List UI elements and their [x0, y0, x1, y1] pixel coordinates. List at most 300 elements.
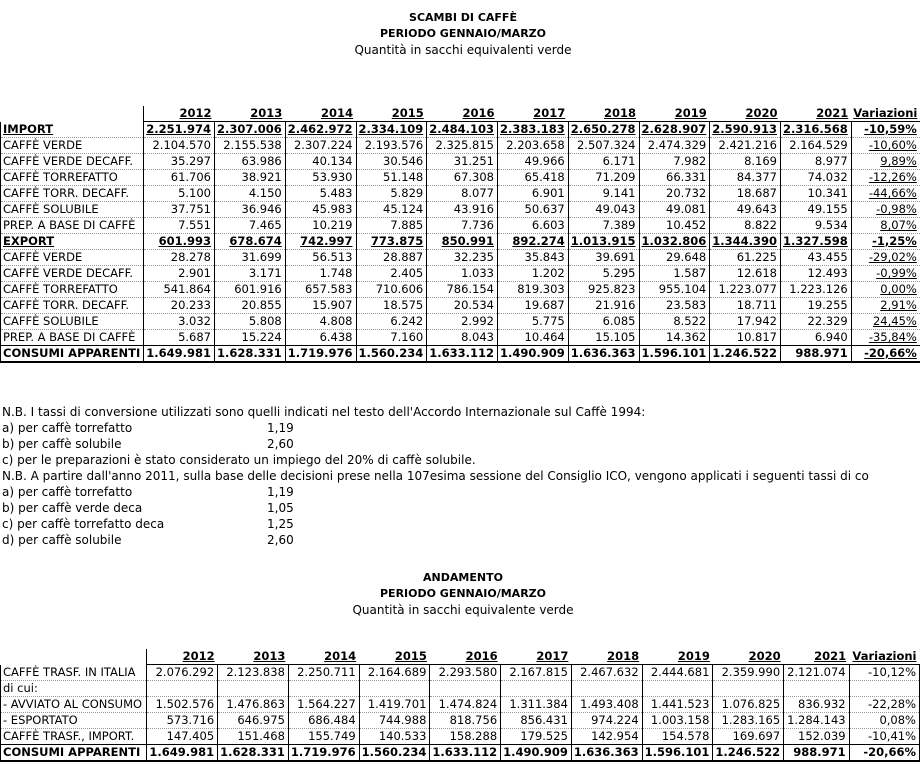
value-cell: 1.633.112 [430, 745, 501, 762]
note-rate: 2,60 [267, 533, 294, 547]
section1-title: SCAMBI DI CAFFÈ [409, 11, 517, 24]
note-line [2, 436, 869, 452]
value-cell: 2.590.913 [710, 122, 781, 138]
value-cell: 20.534 [427, 298, 498, 314]
note-rate: 1,25 [267, 517, 294, 531]
value-cell: 84.377 [710, 170, 781, 186]
table-row [1, 681, 920, 697]
value-cell: 1.283.165 [713, 713, 784, 729]
value-cell: 51.148 [356, 170, 427, 186]
row-label: di cui: [1, 681, 147, 697]
value-cell: 1.327.598 [781, 234, 852, 250]
value-cell: 2.628.907 [639, 122, 710, 138]
value-cell: 988.971 [784, 745, 849, 762]
value-cell: 657.583 [285, 282, 356, 298]
row-label: CAFFÈ SOLUBILE [1, 314, 144, 330]
variation-cell: -0,99% [851, 266, 920, 282]
year-header: 2013 [215, 106, 286, 122]
header-corner [1, 106, 144, 122]
note-line [2, 468, 869, 484]
value-cell: 2.484.103 [427, 122, 498, 138]
variation-cell: 9,89% [851, 154, 920, 170]
value-cell: 8.077 [427, 186, 498, 202]
section1-header [0, 10, 920, 58]
value-cell: 2.650.278 [568, 122, 639, 138]
row-label: PREP. A BASE DI CAFFÈ [1, 218, 144, 234]
table-row [1, 298, 920, 314]
value-cell: 8.169 [710, 154, 781, 170]
table-row [1, 282, 920, 298]
value-cell: 49.155 [781, 202, 852, 218]
value-cell: 18.575 [356, 298, 427, 314]
value-cell: 9.534 [781, 218, 852, 234]
value-cell: 147.405 [147, 729, 218, 745]
value-cell: 1.476.863 [218, 697, 289, 713]
year-header-row [1, 106, 920, 122]
value-cell: 5.100 [144, 186, 215, 202]
value-cell: 678.674 [215, 234, 286, 250]
value-cell: 1.560.234 [356, 346, 427, 363]
value-cell: 19.255 [781, 298, 852, 314]
variation-header: Variazioni [851, 106, 920, 122]
value-cell: 6.085 [568, 314, 639, 330]
value-cell: 142.954 [571, 729, 642, 745]
value-cell: 541.864 [144, 282, 215, 298]
value-cell: 2.421.216 [710, 138, 781, 154]
year-header: 2015 [359, 649, 430, 665]
value-cell: 50.637 [498, 202, 569, 218]
value-cell: 1.076.825 [713, 697, 784, 713]
row-label: CAFFÈ TRASF., IMPORT. [1, 729, 147, 745]
year-header: 2014 [285, 106, 356, 122]
section2-unit: Quantità in sacchi equivalente verde [352, 603, 574, 617]
table-row [1, 250, 920, 266]
value-cell: 19.687 [498, 298, 569, 314]
value-cell: 1.490.909 [498, 346, 569, 363]
table-row [1, 729, 920, 745]
note-line [2, 452, 869, 468]
value-cell: 1.502.576 [147, 697, 218, 713]
value-cell: 61.706 [144, 170, 215, 186]
value-cell: 36.946 [215, 202, 286, 218]
value-cell: 1.032.806 [639, 234, 710, 250]
year-header: 2015 [356, 106, 427, 122]
year-header: 2012 [147, 649, 218, 665]
value-cell: 2.334.109 [356, 122, 427, 138]
header-corner [1, 649, 147, 665]
year-header: 2012 [144, 106, 215, 122]
value-cell: 56.513 [285, 250, 356, 266]
table-row [1, 665, 920, 681]
section2-title: ANDAMENTO [423, 571, 503, 584]
value-cell: 1.564.227 [288, 697, 359, 713]
variation-cell: -10,59% [851, 122, 920, 138]
table-row [1, 154, 920, 170]
value-cell: 850.991 [427, 234, 498, 250]
value-cell: 2.123.838 [218, 665, 289, 681]
variation-cell: -12,26% [851, 170, 920, 186]
value-cell: 1.033 [427, 266, 498, 282]
value-cell: 818.756 [430, 713, 501, 729]
value-cell: 71.209 [568, 170, 639, 186]
value-cell: 7.736 [427, 218, 498, 234]
value-cell: 2.405 [356, 266, 427, 282]
row-label: CAFFÈ TORR. DECAFF. [1, 298, 144, 314]
value-cell: 7.389 [568, 218, 639, 234]
variation-cell: 0,00% [851, 282, 920, 298]
value-cell: 1.419.701 [359, 697, 430, 713]
value-cell: 1.636.363 [568, 346, 639, 363]
variation-cell: -1,25% [851, 234, 920, 250]
variation-cell: -29,02% [851, 250, 920, 266]
value-cell: 1.633.112 [427, 346, 498, 363]
value-cell: 3.171 [215, 266, 286, 282]
row-label: IMPORT [1, 122, 144, 138]
variation-cell: -10,41% [849, 729, 919, 745]
value-cell [147, 681, 218, 697]
value-cell [642, 681, 713, 697]
value-cell: 2.193.576 [356, 138, 427, 154]
value-cell: 12.618 [710, 266, 781, 282]
andamento-table [0, 649, 920, 762]
value-cell: 151.468 [218, 729, 289, 745]
value-cell: 1.490.909 [501, 745, 572, 762]
value-cell: 74.032 [781, 170, 852, 186]
value-cell: 8.977 [781, 154, 852, 170]
value-cell: 2.164.689 [359, 665, 430, 681]
variation-cell: -20,66% [851, 346, 920, 363]
value-cell: 49.081 [639, 202, 710, 218]
value-cell: 31.699 [215, 250, 286, 266]
variation-cell: -22,28% [849, 697, 919, 713]
row-label: CONSUMI APPARENTI [1, 745, 147, 762]
note-text: a) per caffè torrefatto [2, 485, 133, 499]
value-cell: 28.887 [356, 250, 427, 266]
value-cell: 2.104.570 [144, 138, 215, 154]
value-cell: 30.546 [356, 154, 427, 170]
value-cell: 35.843 [498, 250, 569, 266]
row-label: CAFFÈ VERDE DECAFF. [1, 266, 144, 282]
value-cell: 31.251 [427, 154, 498, 170]
value-cell: 2.293.580 [430, 665, 501, 681]
value-cell: 7.982 [639, 154, 710, 170]
year-header: 2019 [639, 106, 710, 122]
value-cell: 18.687 [710, 186, 781, 202]
row-label: PREP. A BASE DI CAFFÈ [1, 330, 144, 346]
value-cell: 1.223.126 [781, 282, 852, 298]
note-line [2, 516, 869, 532]
note-text: d) per caffè solubile [2, 533, 122, 547]
value-cell: 5.483 [285, 186, 356, 202]
value-cell: 23.583 [639, 298, 710, 314]
value-cell: 1.636.363 [571, 745, 642, 762]
value-cell: 2.444.681 [642, 665, 713, 681]
value-cell: 45.983 [285, 202, 356, 218]
note-rate: 1,19 [267, 421, 294, 435]
value-cell: 1.628.331 [218, 745, 289, 762]
value-cell: 1.587 [639, 266, 710, 282]
value-cell: 8.522 [639, 314, 710, 330]
table-row [1, 138, 920, 154]
value-cell: 10.452 [639, 218, 710, 234]
row-label: CAFFÈ VERDE DECAFF. [1, 154, 144, 170]
row-label: CAFFÈ TORR. DECAFF. [1, 186, 144, 202]
value-cell: 6.940 [781, 330, 852, 346]
value-cell: 4.808 [285, 314, 356, 330]
value-cell: 1.441.523 [642, 697, 713, 713]
value-cell: 65.418 [498, 170, 569, 186]
value-cell: 925.823 [568, 282, 639, 298]
value-cell: 2.325.815 [427, 138, 498, 154]
note-rate: 2,60 [267, 437, 294, 451]
year-header: 2018 [571, 649, 642, 665]
table-row [1, 122, 920, 138]
table-row [1, 218, 920, 234]
section2-header [0, 570, 920, 618]
note-text: a) per caffè torrefatto [2, 421, 133, 435]
value-cell: 140.533 [359, 729, 430, 745]
row-label: EXPORT [1, 234, 144, 250]
note-text: c) per le preparazioni è stato considerato un impiego del 20% di caffè solubile. [2, 453, 476, 467]
value-cell: 2.121.074 [784, 665, 849, 681]
value-cell: 819.303 [498, 282, 569, 298]
year-header: 2021 [784, 649, 849, 665]
value-cell: 6.171 [568, 154, 639, 170]
note-line [2, 484, 869, 500]
value-cell: 40.134 [285, 154, 356, 170]
year-header: 2017 [501, 649, 572, 665]
value-cell: 2.076.292 [147, 665, 218, 681]
value-cell: 39.691 [568, 250, 639, 266]
value-cell: 2.467.632 [571, 665, 642, 681]
value-cell: 5.775 [498, 314, 569, 330]
value-cell: 710.606 [356, 282, 427, 298]
value-cell: 5.829 [356, 186, 427, 202]
value-cell: 169.697 [713, 729, 784, 745]
section2-period: PERIODO GENNAIO/MARZO [380, 587, 546, 600]
table-row [1, 330, 920, 346]
value-cell: 152.039 [784, 729, 849, 745]
value-cell: 1.013.915 [568, 234, 639, 250]
value-cell: 1.246.522 [713, 745, 784, 762]
value-cell: 1.003.158 [642, 713, 713, 729]
value-cell [713, 681, 784, 697]
value-cell: 20.855 [215, 298, 286, 314]
value-cell: 20.732 [639, 186, 710, 202]
value-cell: 2.992 [427, 314, 498, 330]
value-cell: 773.875 [356, 234, 427, 250]
note-line [2, 404, 869, 420]
value-cell: 45.124 [356, 202, 427, 218]
value-cell [784, 681, 849, 697]
value-cell: 974.224 [571, 713, 642, 729]
value-cell: 892.274 [498, 234, 569, 250]
value-cell: 61.225 [710, 250, 781, 266]
value-cell: 6.242 [356, 314, 427, 330]
value-cell: 6.438 [285, 330, 356, 346]
value-cell: 43.916 [427, 202, 498, 218]
year-header: 2020 [713, 649, 784, 665]
value-cell: 5.295 [568, 266, 639, 282]
value-cell: 15.224 [215, 330, 286, 346]
value-cell: 2.307.224 [285, 138, 356, 154]
value-cell: 856.431 [501, 713, 572, 729]
year-header: 2016 [427, 106, 498, 122]
value-cell: 1.649.981 [144, 346, 215, 363]
table-row [1, 186, 920, 202]
variation-cell [849, 681, 919, 697]
value-cell: 1.596.101 [642, 745, 713, 762]
value-cell: 1.202 [498, 266, 569, 282]
value-cell: 2.155.538 [215, 138, 286, 154]
value-cell: 38.921 [215, 170, 286, 186]
variation-cell: -0,98% [851, 202, 920, 218]
table-row [1, 170, 920, 186]
value-cell: 1.560.234 [359, 745, 430, 762]
note-text: b) per caffè verde deca [2, 501, 143, 515]
value-cell: 6.603 [498, 218, 569, 234]
value-cell: 18.711 [710, 298, 781, 314]
value-cell: 14.362 [639, 330, 710, 346]
value-cell: 9.141 [568, 186, 639, 202]
value-cell: 2.203.658 [498, 138, 569, 154]
variation-cell: -44,66% [851, 186, 920, 202]
value-cell: 154.578 [642, 729, 713, 745]
value-cell: 2.250.711 [288, 665, 359, 681]
value-cell [288, 681, 359, 697]
value-cell: 2.507.324 [568, 138, 639, 154]
table-row [1, 266, 920, 282]
table-row [1, 713, 920, 729]
value-cell: 573.716 [147, 713, 218, 729]
value-cell: 2.164.529 [781, 138, 852, 154]
value-cell: 66.331 [639, 170, 710, 186]
value-cell: 1.246.522 [710, 346, 781, 363]
value-cell: 836.932 [784, 697, 849, 713]
note-text: N.B. I tassi di conversione utilizzati sono quelli indicati nel testo dell'Accordo Internazionale sul Caffè 1994: [2, 405, 646, 419]
table-row [1, 346, 920, 363]
row-label: - AVVIATO AL CONSUMO [1, 697, 147, 713]
value-cell: 3.032 [144, 314, 215, 330]
value-cell: 786.154 [427, 282, 498, 298]
value-cell: 29.648 [639, 250, 710, 266]
value-cell: 2.383.183 [498, 122, 569, 138]
value-cell: 955.104 [639, 282, 710, 298]
value-cell: 10.464 [498, 330, 569, 346]
variation-cell: 24,45% [851, 314, 920, 330]
value-cell: 49.043 [568, 202, 639, 218]
value-cell: 2.307.006 [215, 122, 286, 138]
value-cell: 158.288 [430, 729, 501, 745]
value-cell: 601.916 [215, 282, 286, 298]
year-header: 2013 [218, 649, 289, 665]
table-row [1, 745, 920, 762]
value-cell: 1.719.976 [285, 346, 356, 363]
value-cell: 1.649.981 [147, 745, 218, 762]
value-cell: 7.465 [215, 218, 286, 234]
note-text: c) per caffè torrefatto deca [2, 517, 165, 531]
note-text: N.B. A partire dall'anno 2011, sulla base delle decisioni prese nella 107esima sessione del Consiglio ICO, vengono applicati i seguenti tassi di co [2, 469, 869, 483]
value-cell: 32.235 [427, 250, 498, 266]
variation-header: Variazioni [849, 649, 919, 665]
year-header: 2018 [568, 106, 639, 122]
table-row [1, 234, 920, 250]
conversion-notes [2, 404, 869, 548]
year-header: 2019 [642, 649, 713, 665]
year-header: 2014 [288, 649, 359, 665]
section1-period: PERIODO GENNAIO/MARZO [380, 27, 546, 40]
value-cell: 2.474.329 [639, 138, 710, 154]
row-label: CONSUMI APPARENTI [1, 346, 144, 363]
value-cell: 2.316.568 [781, 122, 852, 138]
note-rate: 1,19 [267, 485, 294, 499]
value-cell: 6.901 [498, 186, 569, 202]
value-cell: 17.942 [710, 314, 781, 330]
value-cell: 7.160 [356, 330, 427, 346]
year-header-row [1, 649, 920, 665]
variation-cell: -20,66% [849, 745, 919, 762]
value-cell: 63.986 [215, 154, 286, 170]
value-cell: 4.150 [215, 186, 286, 202]
value-cell: 21.916 [568, 298, 639, 314]
value-cell [218, 681, 289, 697]
value-cell: 5.808 [215, 314, 286, 330]
value-cell [501, 681, 572, 697]
year-header: 2016 [430, 649, 501, 665]
value-cell: 1.284.143 [784, 713, 849, 729]
note-text: b) per caffè solubile [2, 437, 122, 451]
note-line [2, 532, 869, 548]
value-cell: 1.628.331 [215, 346, 286, 363]
value-cell: 5.687 [144, 330, 215, 346]
value-cell: 8.043 [427, 330, 498, 346]
row-label: CAFFÈ VERDE [1, 138, 144, 154]
value-cell: 37.751 [144, 202, 215, 218]
row-label: CAFFÈ TORREFATTO [1, 282, 144, 298]
value-cell: 155.749 [288, 729, 359, 745]
value-cell: 2.462.972 [285, 122, 356, 138]
value-cell [359, 681, 430, 697]
value-cell: 49.643 [710, 202, 781, 218]
value-cell: 67.308 [427, 170, 498, 186]
scambi-table [0, 106, 920, 363]
value-cell: 10.341 [781, 186, 852, 202]
value-cell: 10.817 [710, 330, 781, 346]
value-cell: 2.167.815 [501, 665, 572, 681]
value-cell: 179.525 [501, 729, 572, 745]
value-cell: 1.344.390 [710, 234, 781, 250]
value-cell: 15.907 [285, 298, 356, 314]
variation-cell: -35,84% [851, 330, 920, 346]
value-cell [571, 681, 642, 697]
value-cell: 686.484 [288, 713, 359, 729]
note-rate: 1,05 [267, 501, 294, 515]
value-cell: 1.719.976 [288, 745, 359, 762]
row-label: CAFFÈ VERDE [1, 250, 144, 266]
value-cell: 601.993 [144, 234, 215, 250]
value-cell: 7.885 [356, 218, 427, 234]
value-cell: 2.359.990 [713, 665, 784, 681]
value-cell: 988.971 [781, 346, 852, 363]
value-cell: 12.493 [781, 266, 852, 282]
value-cell: 43.455 [781, 250, 852, 266]
value-cell: 646.975 [218, 713, 289, 729]
value-cell: 1.596.101 [639, 346, 710, 363]
value-cell: 1.311.384 [501, 697, 572, 713]
value-cell: 1.748 [285, 266, 356, 282]
value-cell: 20.233 [144, 298, 215, 314]
variation-cell: -10,12% [849, 665, 919, 681]
